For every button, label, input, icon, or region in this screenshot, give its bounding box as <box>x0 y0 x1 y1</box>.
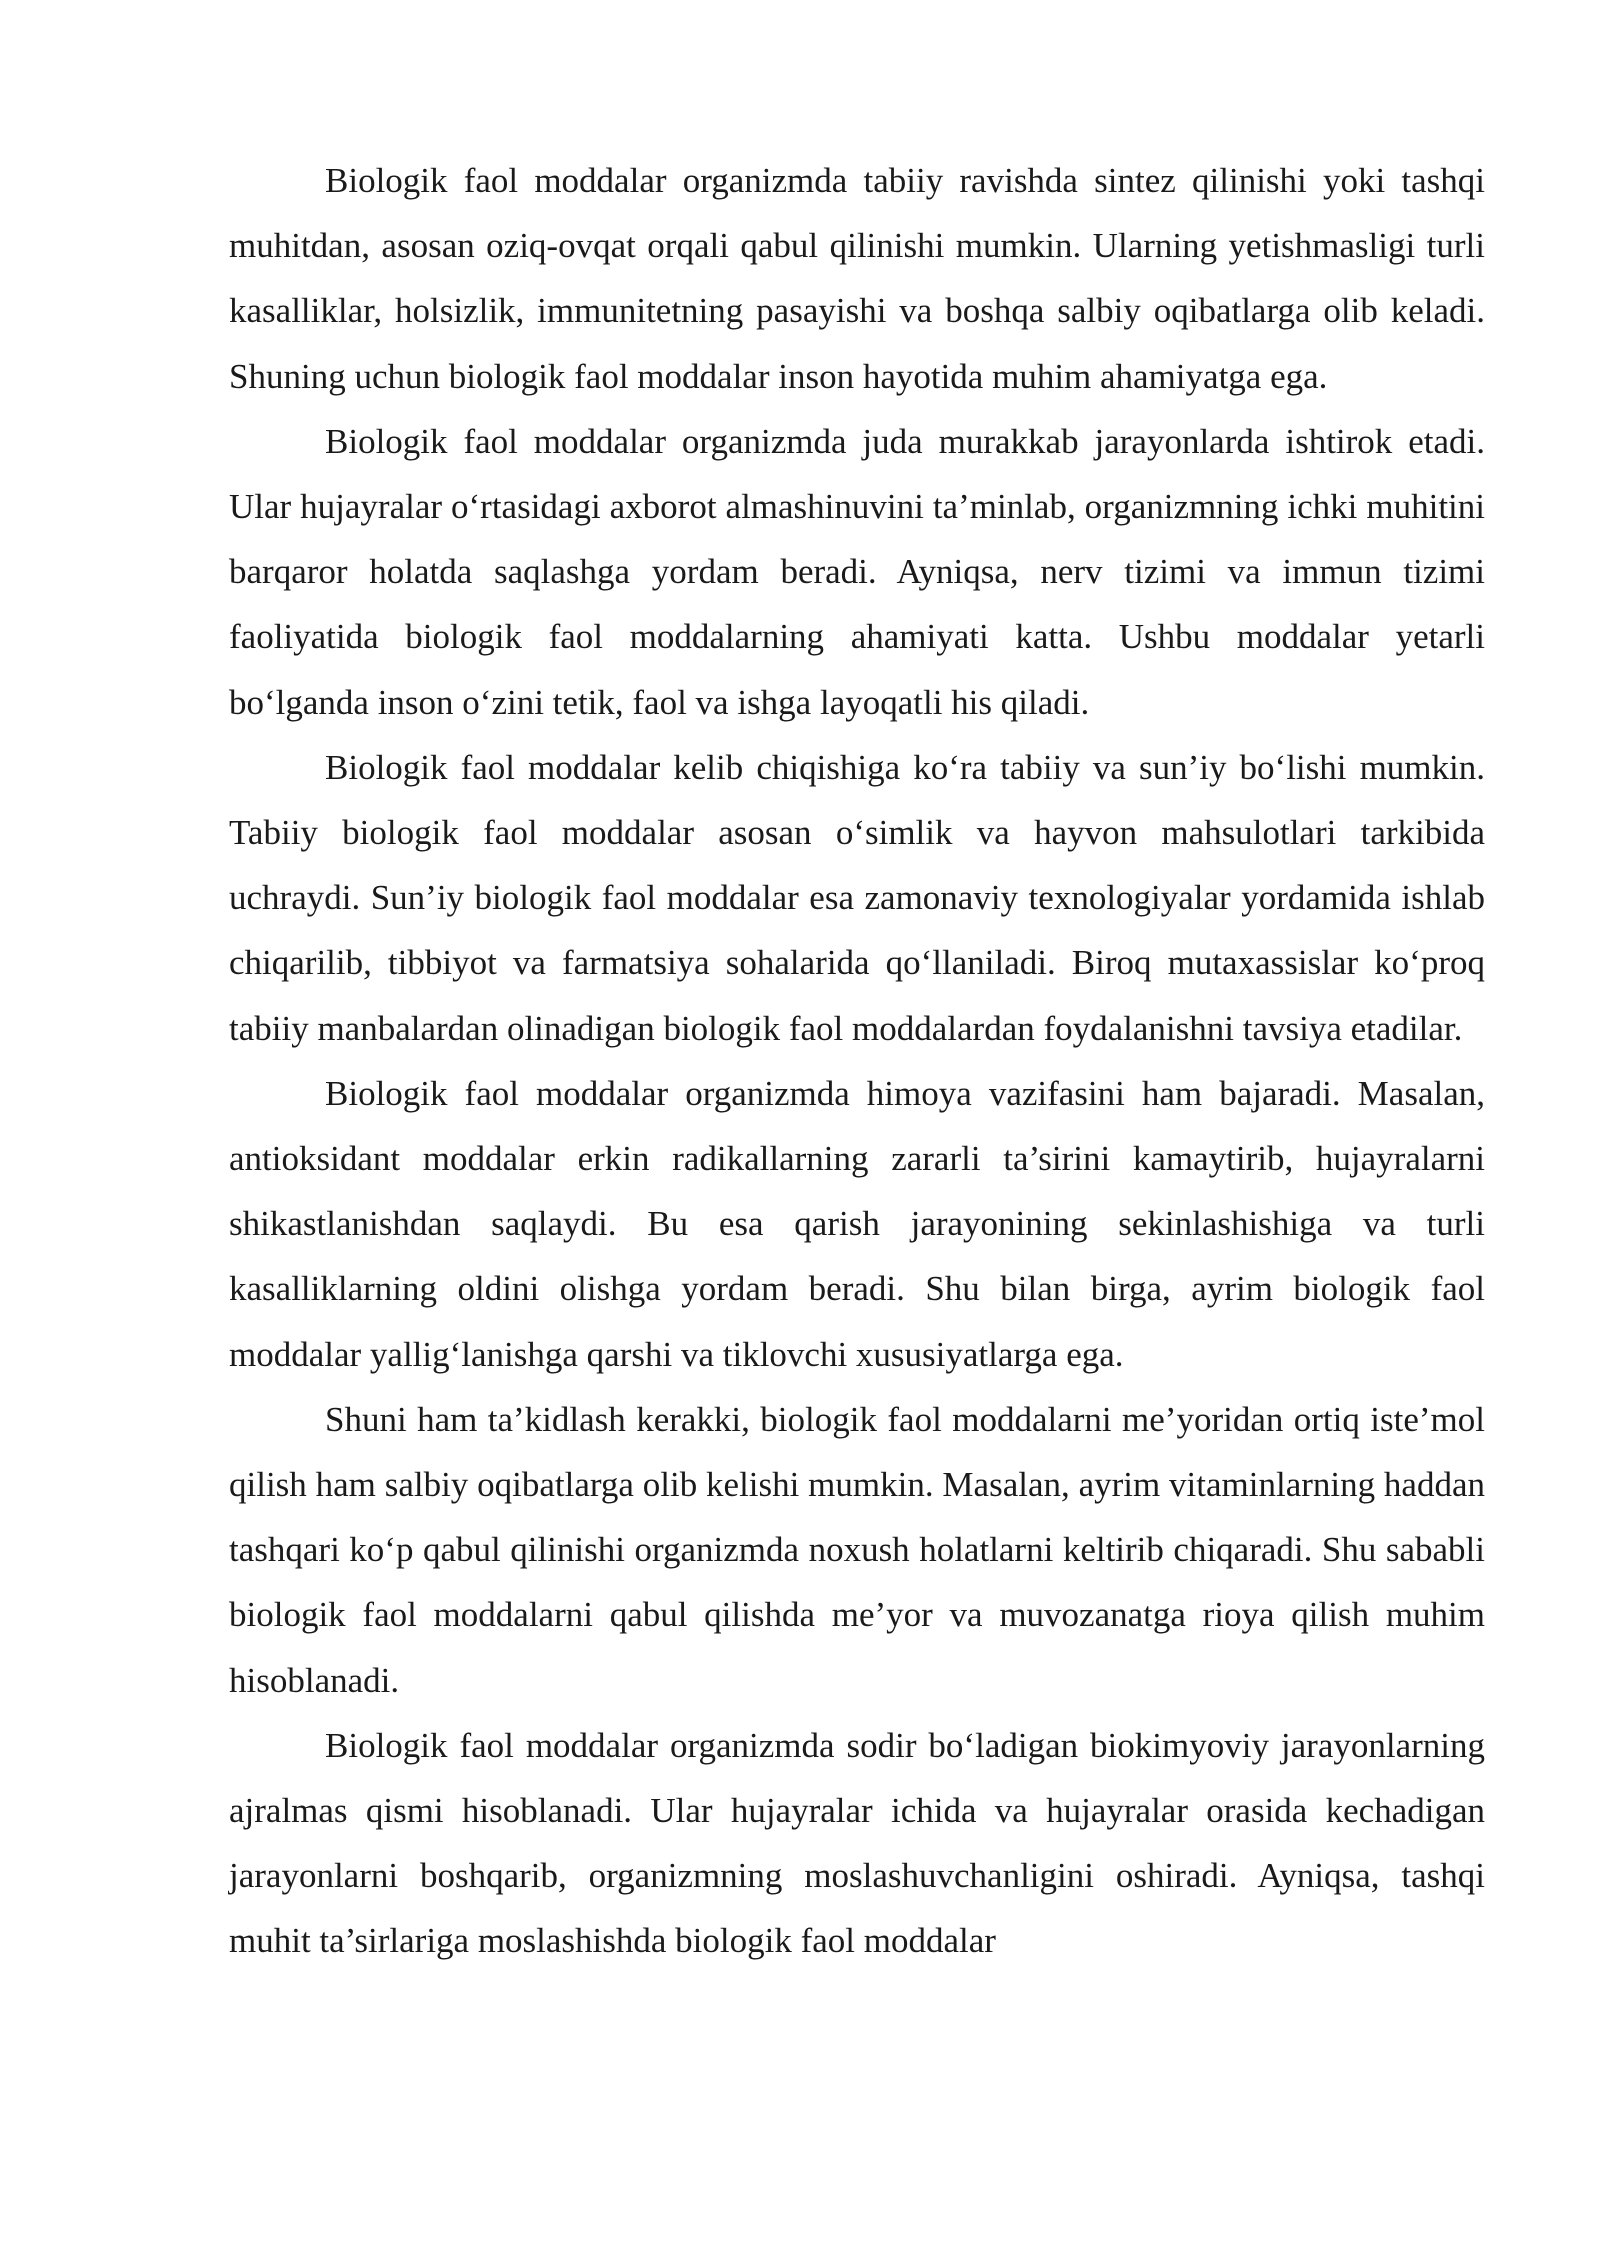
paragraph-6: Biologik faol moddalar organizmda sodir bo‘ladigan biokimyoviy jarayonlarning ajralmas qismi hisoblanadi. Ular hujayralar ichida va hujayralar orasida kechadigan jarayonlarni boshqarib, organizmning moslashuvchanligini oshiradi. Ayniqsa, tashqi muhit ta’sirlariga moslashishda biologik faol moddalar <box>229 1725 1485 1961</box>
document-page <box>229 148 1485 1974</box>
paragraph-4: Biologik faol moddalar organizmda himoya vazifasini ham bajaradi. Masalan, antioksidant moddalar erkin radikallarning zararli ta’sirini kamaytirib, hujayralarni shikastlanishdan saqlaydi. Bu esa qarish jarayonining sekinlashishiga va turli kasalliklarning oldini olishga yordam beradi. Shu bilan birga, ayrim biologik faol moddalar yallig‘lanishga qarshi va tiklovchi xususiyatlarga ega. <box>229 1073 1485 1374</box>
paragraph-3: Biologik faol moddalar kelib chiqishiga ko‘ra tabiiy va sun’iy bo‘lishi mumkin. Tabiiy biologik faol moddalar asosan o‘simlik va hayvon mahsulotlari tarkibida uchraydi. Sun’iy biologik faol moddalar esa zamonaviy texnologiyalar yordamida ishlab chiqarilib, tibbiyot va farmatsiya sohalarida qo‘llaniladi. Biroq mutaxassislar ko‘proq tabiiy manbalardan olinadigan biologik faol moddalardan foydalanishni tavsiya etadilar. <box>229 747 1485 1048</box>
paragraph-5: Shuni ham ta’kidlash kerakki, biologik faol moddalarni me’yoridan ortiq iste’mol qilish ham salbiy oqibatlarga olib kelishi mumkin. Masalan, ayrim vitaminlarning haddan tashqari ko‘p qabul qilinishi organizmda noxush holatlarni keltirib chiqaradi. Shu sababli biologik faol moddalarni qabul qilishda me’yor va muvozanatga rioya qilish muhim hisoblanadi. <box>229 1399 1485 1700</box>
paragraph-1: Biologik faol moddalar organizmda tabiiy ravishda sintez qilinishi yoki tashqi muhitdan, asosan oziq-ovqat orqali qabul qilinishi mumkin. Ularning yetishmasligi turli kasalliklar, holsizlik, immunitetning pasayishi va boshqa salbiy oqibatlarga olib keladi. Shuning uchun biologik faol moddalar inson hayotida muhim ahamiyatga ega. <box>229 161 1485 396</box>
paragraph-2: Biologik faol moddalar organizmda juda murakkab jarayonlarda ishtirok etadi. Ular hujayralar o‘rtasidagi axborot almashinuvini ta’minlab, organizmning ichki muhitini barqaror holatda saqlashga yordam beradi. Ayniqsa, nerv tizimi va immun tizimi faoliyatida biologik faol moddalarning ahamiyati katta. Ushbu moddalar yetarli bo‘lganda inson o‘zini tetik, faol va ishga layoqatli his qiladi. <box>229 421 1485 722</box>
